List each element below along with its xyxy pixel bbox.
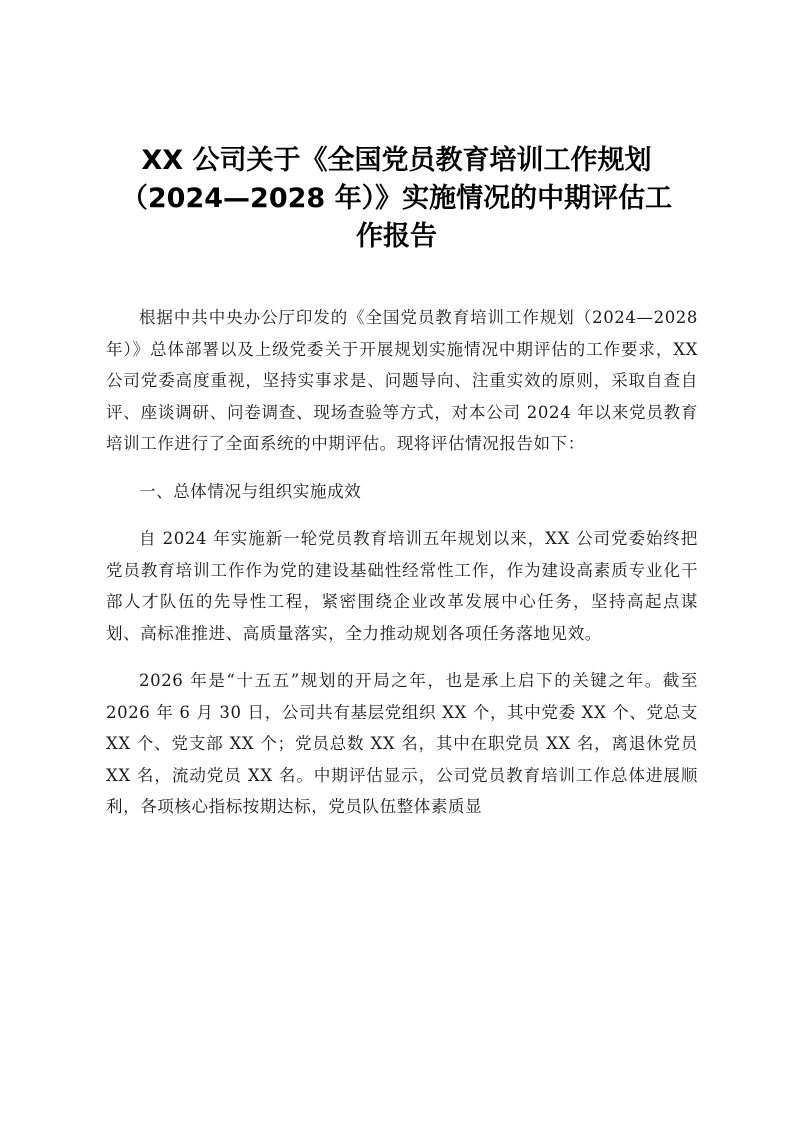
document-title: XX 公司关于《全国党员教育培训工作规划（2024—2028 年）》实施情况的中期评估工作报告	[120, 145, 673, 252]
body-paragraph: 2026 年是“十五五”规划的开局之年，也是承上启下的关键之年。截至 2026 年 6 月 30 日，公司共有基层党组织 XX 个，其中党委 XX 个、党总支 XX 个、党支部 XX 个；党员总数 XX 名，其中在职党员 XX 名，离退休党员 XX 名，流动党员 XX 名。中期评估显示，公司党员教育培训工作总体进展顺利，各项核心指标按期达标，党员队伍整体素质显	[106, 671, 698, 816]
document-body	[106, 302, 698, 839]
intro-paragraph: 根据中共中央办公厅印发的《全国党员教育培训工作规划（2024—2028 年）》总体部署以及上级党委关于开展规划实施情况中期评估的工作要求，XX 公司党委高度重视，坚持实事求是、问题导向、注重实效的原则，采取自查自评、座谈调研、问卷调查、现场查验等方式，对本公司 2024 年以来党员教育培训工作进行了全面系统的中期评估。现将评估情况报告如下：	[106, 308, 698, 453]
section-heading: 一、总体情况与组织实施成效	[139, 481, 362, 501]
body-paragraph: 自 2024 年实施新一轮党员教育培训五年规划以来，XX 公司党委始终把党员教育培训工作作为党的建设基础性经常性工作，作为建设高素质专业化干部人才队伍的先导性工程，紧密围绕企业改革发展中心任务，坚持高起点谋划、高标准推进、高质量落实，全力推动规划各项任务落地见效。	[106, 529, 698, 643]
